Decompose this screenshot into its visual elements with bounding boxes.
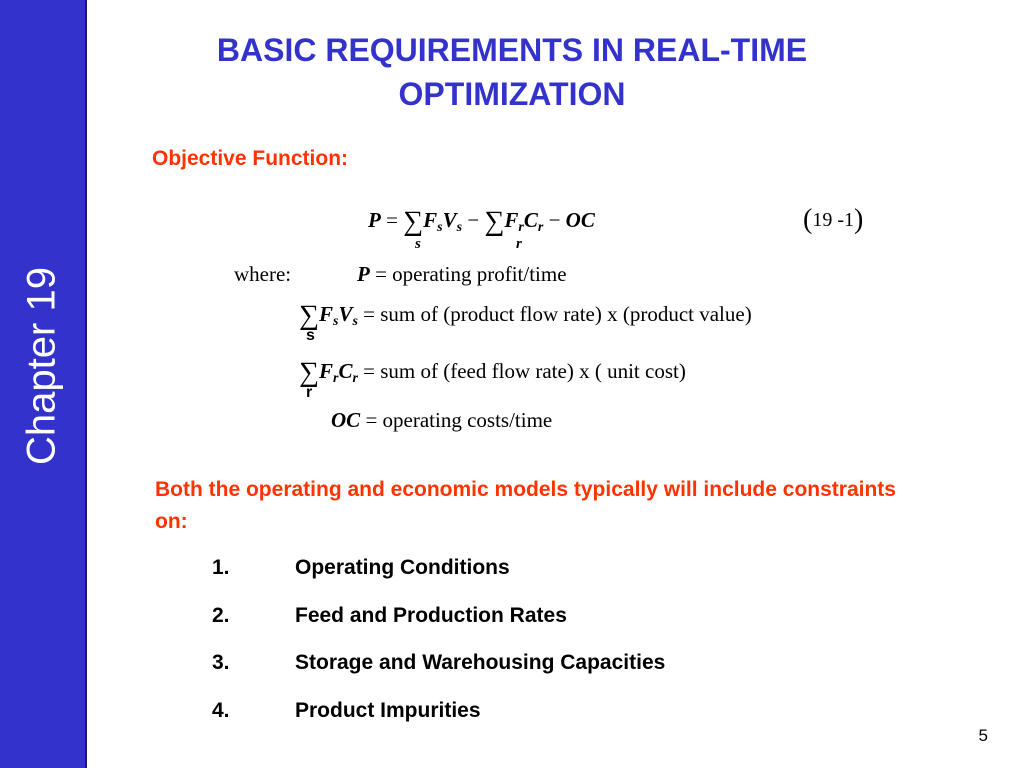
slide-title — [100, 28, 924, 116]
sum-index-s: s — [415, 236, 421, 252]
equation-number: (19 -1) — [803, 204, 864, 235]
equation-number-value: 19 -1 — [812, 209, 854, 231]
title-line-2: OPTIMIZATION — [398, 76, 626, 112]
objective-equation: $P = \sum F_sV_s - \sum F_rC_r$ − OC — [368, 206, 595, 237]
where-label: where: — [234, 262, 292, 286]
list-item-number: 4. — [212, 698, 230, 722]
definition-feed-text: = sum of (feed flow rate) x ( unit cost) — [363, 359, 686, 383]
title-line-1: BASIC REQUIREMENTS IN REAL-TIME — [216, 32, 808, 68]
sum-index-r: r — [516, 236, 522, 252]
list-item-number: 3. — [212, 651, 230, 674]
definition-oc: OC = operating costs/time — [331, 408, 553, 432]
page-number: 5 — [978, 726, 988, 745]
constraints-intro: Both the operating and economic models typically will include constraints on: — [155, 478, 896, 533]
sum-index-r-bold: r — [306, 384, 313, 401]
definition-oc-text: = operating costs/time — [365, 408, 553, 432]
list-item-label: Feed and Production Rates — [295, 603, 567, 627]
chapter-sidebar — [0, 0, 85, 768]
list-item-label: Product Impurities — [295, 698, 481, 722]
definition-profit-text: = operating profit/time — [375, 262, 567, 286]
sum-index-s-bold: s — [306, 327, 315, 344]
objective-heading: Objective Function: — [152, 147, 349, 170]
list-item-number: 1. — [212, 556, 230, 579]
list-item-label: Storage and Warehousing Capacities — [295, 651, 666, 674]
sidebar-divider — [85, 0, 87, 768]
definition-product-text: = sum of (product flow rate) x (product value) — [363, 302, 752, 326]
definition-profit: P = operating profit/time — [357, 262, 567, 286]
chapter-label: Chapter 19 — [19, 267, 64, 465]
definition-product: $\sum F_sV_s$ = sum of (product flow rate) x (product value) — [299, 300, 752, 331]
list-item-number: 2. — [212, 603, 230, 627]
list-item-label: Operating Conditions — [295, 556, 510, 579]
definition-feed: $\sum F_rC_r$ = sum of (feed flow rate) x ( unit cost) — [299, 357, 686, 388]
